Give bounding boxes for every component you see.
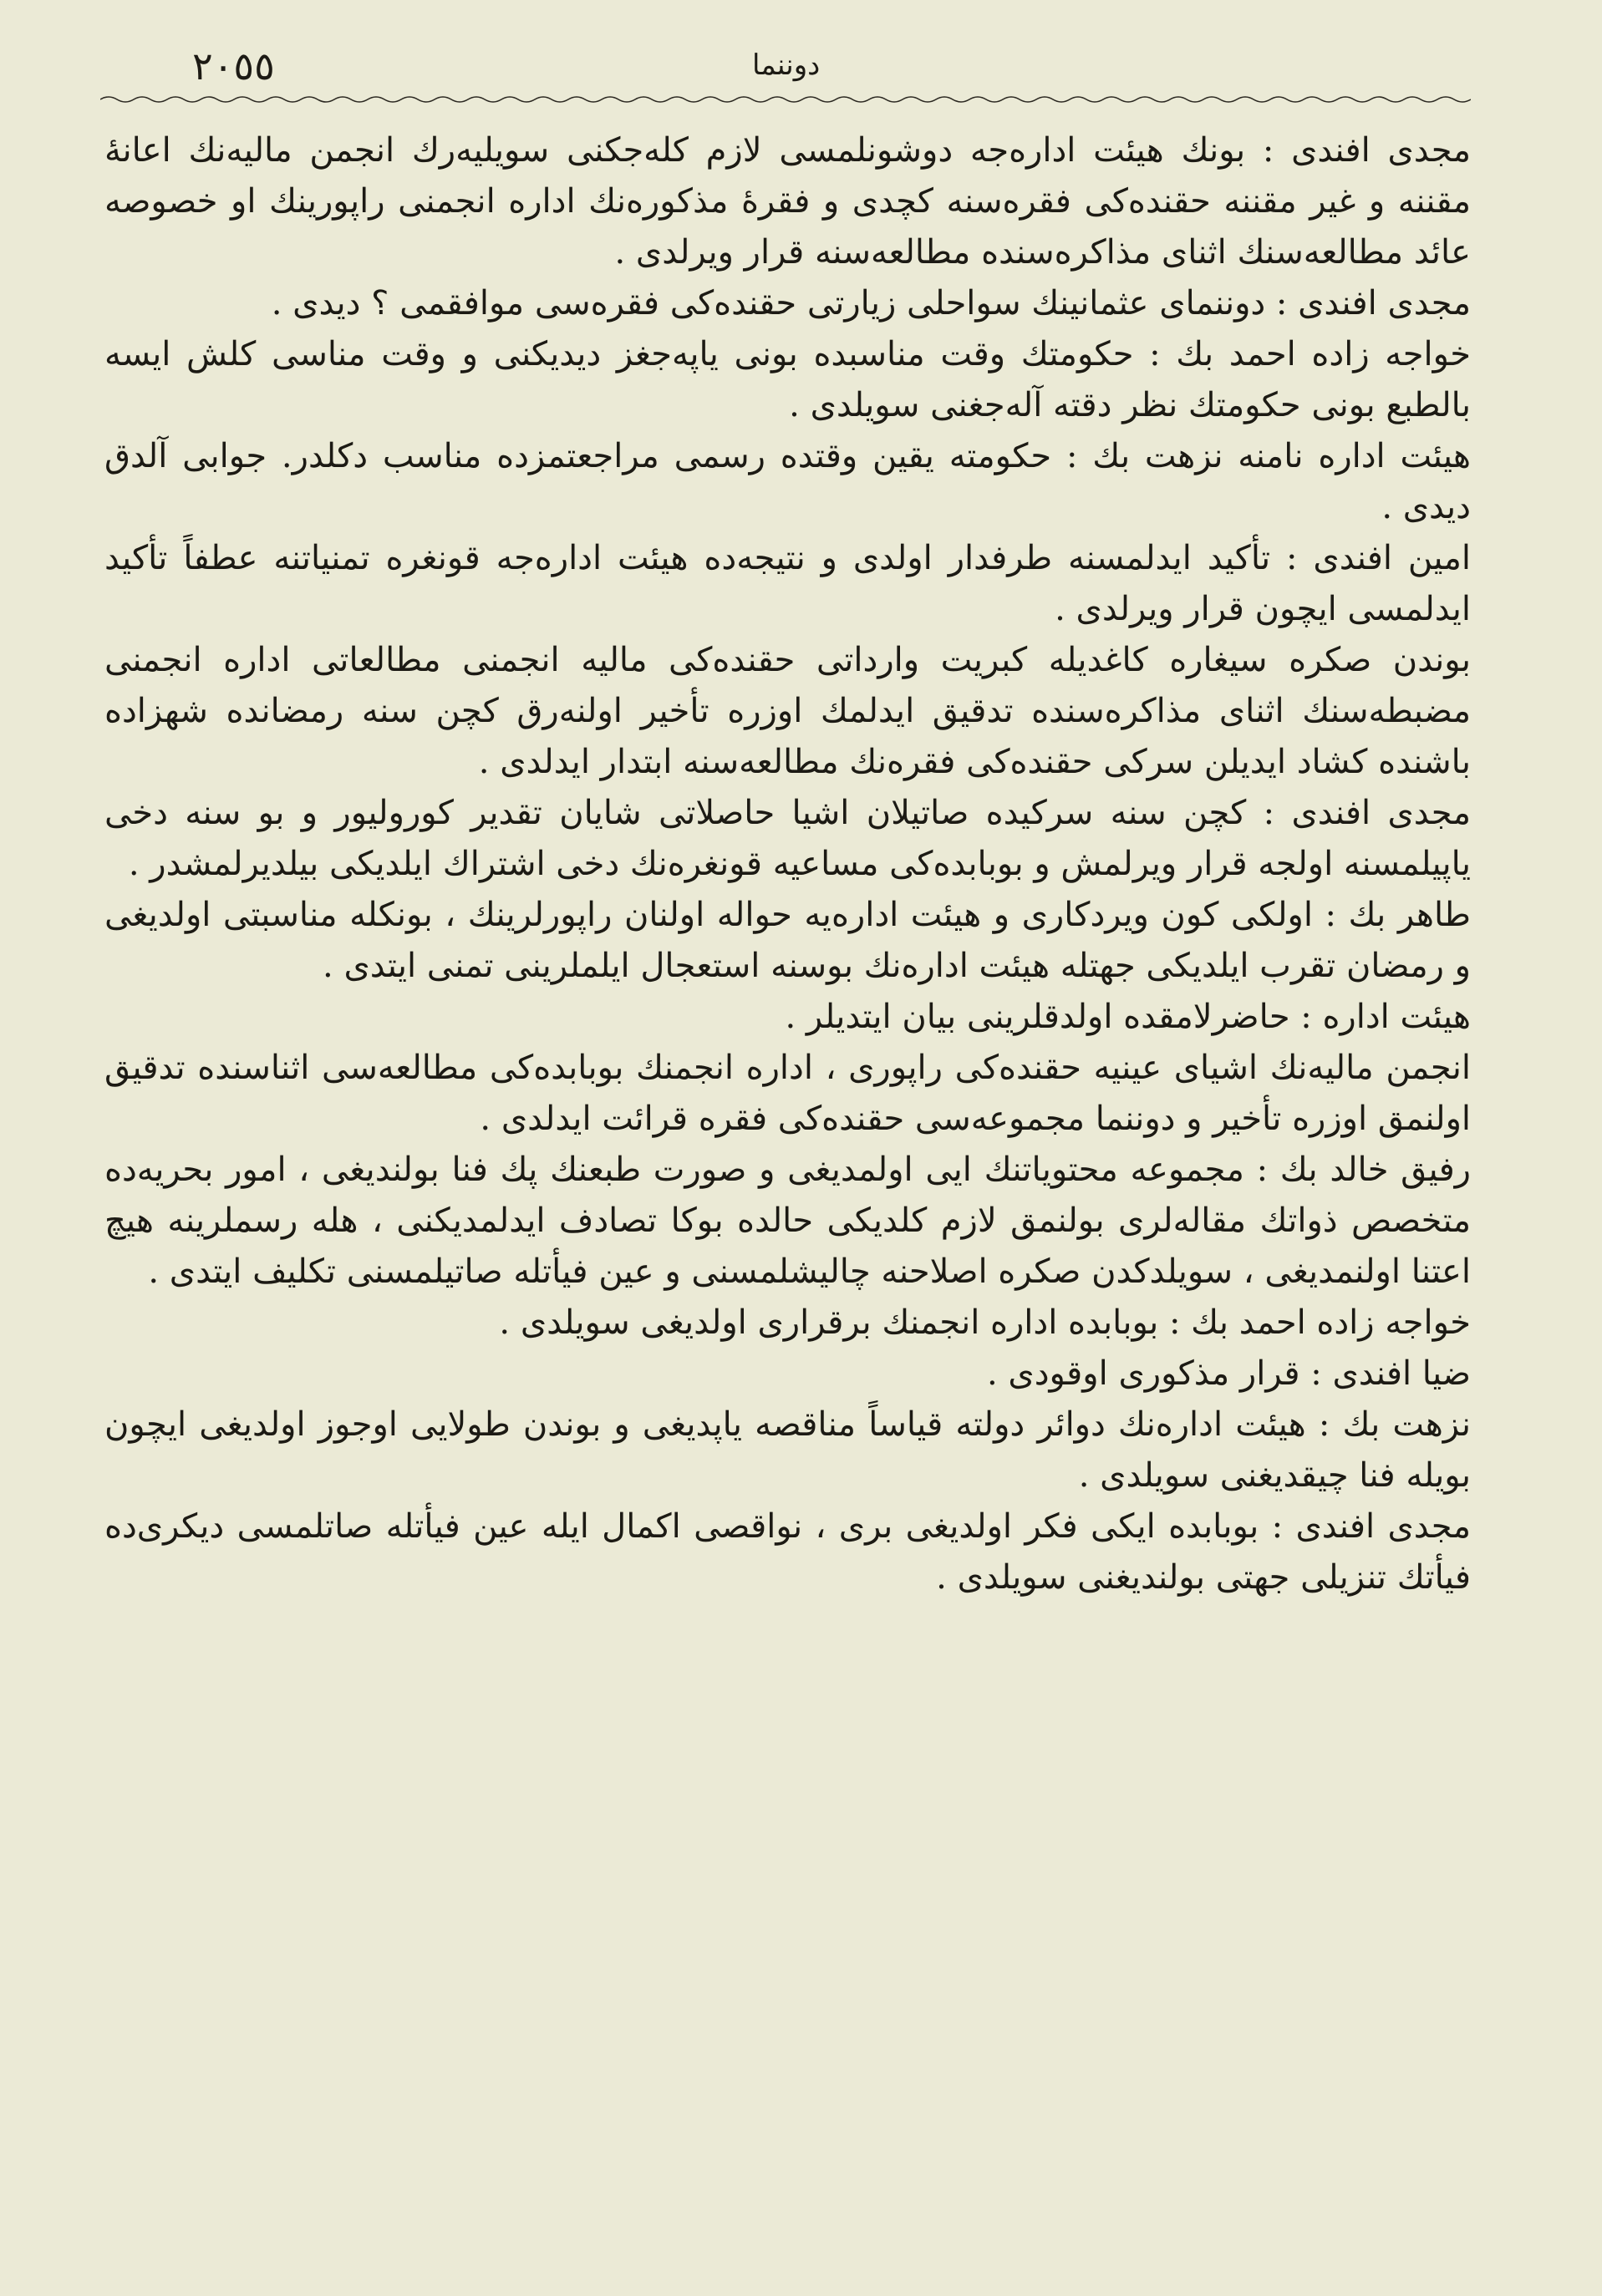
paragraph: مجدی افندی : دوننمای عثمانینك سواحلی زیارتی حقنده‌كی فقره‌سی موافقمی ؟ دیدی . (271, 284, 1471, 323)
paragraph: مجدی افندی : بونك هیئت اداره‌جه دوشونلمسی لازم كله‌جكنی سویلیه‌رك انجمن مالیه‌نك اعانهٔ مقننه و غیر مقننه حقنده‌كی فقره‌سنه كچدی و فقرهٔ مذكوره‌نك اداره انجمنی راپورینك او خصوصه عائد مطالعه‌سنك اثنای مذاكره‌سنده مطالعه‌سنه قرار ویرلدی . (104, 131, 1471, 272)
paragraph: مجدی افندی : كچن سنه سركیده صاتیلان اشیا حاصلاتی شایان تقدیر كورولیور و بو سنه دخی یاپیلمسنه اولجه قرار ویرلمش و بوبابده‌كی مساعیه قونغره‌نك دخی اشتراك ایلدیكی بیلدیرلمشدر . (104, 794, 1471, 883)
body-text (104, 125, 1471, 1603)
paragraph: خواجه زاده احمد بك : بوبابده اداره انجمنك برقراری اولدیغی سویلدی . (499, 1303, 1471, 1342)
paragraph: مجدی افندی : بوبابده ایكی فكر اولدیغی بری ، نواقصی اكمال ایله عین فیأتله صاتلمسی دیكری‌ده فیأتك تنزیلی جهتی بولندیغنی سویلدی . (104, 1507, 1471, 1597)
paragraph: انجمن مالیه‌نك اشیای عینیه حقنده‌كی راپوری ، اداره انجمنك بوبابده‌كی مطالعه‌سی اثناسنده تدقیق اولنمق اوزره تأخیر و دوننما مجموعه‌سی حقنده‌كی فقره قرائت ایدلدی . (104, 1049, 1471, 1138)
paragraph: هیئت اداره : حاضرلامقده اولدقلرینی بیان ایتدیلر . (785, 998, 1471, 1036)
paragraph: طاهر بك : اولكی كون ویردكاری و هیئت اداره‌یه حواله اولنان راپورلرینك ، بونكله مناسبتی اولدیغی و رمضان تقرب ایلدیكی جهتله هیئت اداره‌نك بوسنه استعجال ایلملرینی تمنی ایتدی . (104, 896, 1471, 985)
page-number: ٢٠٥٥ (192, 43, 275, 89)
paragraph: خواجه زاده احمد بك : حكومتك وقت مناسبده بونی یاپه‌جغز دیدیكنی و وقت مناسی كلش ایسه بالطبع بونی حكومتك نظر دقته آله‌جغنی سویلدی . (104, 335, 1471, 424)
running-head: دوننما (752, 48, 821, 82)
paragraph: امین افندی : تأكید ایدلمسنه طرفدار اولدی و نتیجه‌ده هیئت اداره‌جه قونغره تمنیاتنه عطفاً تأكید ایدلمسی ایچون قرار ویرلدی . (104, 539, 1471, 628)
header-wavy-rule (100, 94, 1471, 105)
paragraph: رفیق خالد بك : مجموعه محتویاتنك ایی اولمدیغی و صورت طبعنك پك فنا بولندیغی ، امور بحریه‌ده متخصص ذواتك مقاله‌لری بولنمق لازم كلدیكی حالده بوكا تصادف ایدلمدیكنی ، هله رسملرینه هیچ اعتنا اولنمدیغی ، سویلدكدن صكره اصلاحنه چالیشلمسنی و عین فیأتله صاتیلمسنی تكلیف ایتدی . (104, 1151, 1471, 1291)
paragraph: ضیا افندی : قرار مذكوری اوقودی . (986, 1354, 1471, 1393)
paragraph: نزهت بك : هیئت اداره‌نك دوائر دولته قیاساً مناقصه یاپدیغی و بوندن طولایی اوجوز اولدیغی ایچون بویله فنا چیقدیغنی سویلدی . (104, 1405, 1471, 1495)
paragraph: بوندن صكره سیغاره كاغدیله كبریت وارداتی حقنده‌كی مالیه انجمنی مطالعاتی اداره انجمنی مضبطه‌سنك اثنای مذاكره‌سنده تدقیق ایدلمك اوزره تأخیر اولنه‌رق كچن سنه رمضانده شهزاده باشنده كشاد ایدیلن سركی حقنده‌كی فقره‌نك مطالعه‌سنه ابتدار ایدلدی . (104, 641, 1471, 781)
paragraph: هیئت اداره نامنه نزهت بك : حكومته یقین وقتده رسمی مراجعتمزده مناسب دكلدر. جوابی آلدق دیدی . (104, 437, 1471, 526)
